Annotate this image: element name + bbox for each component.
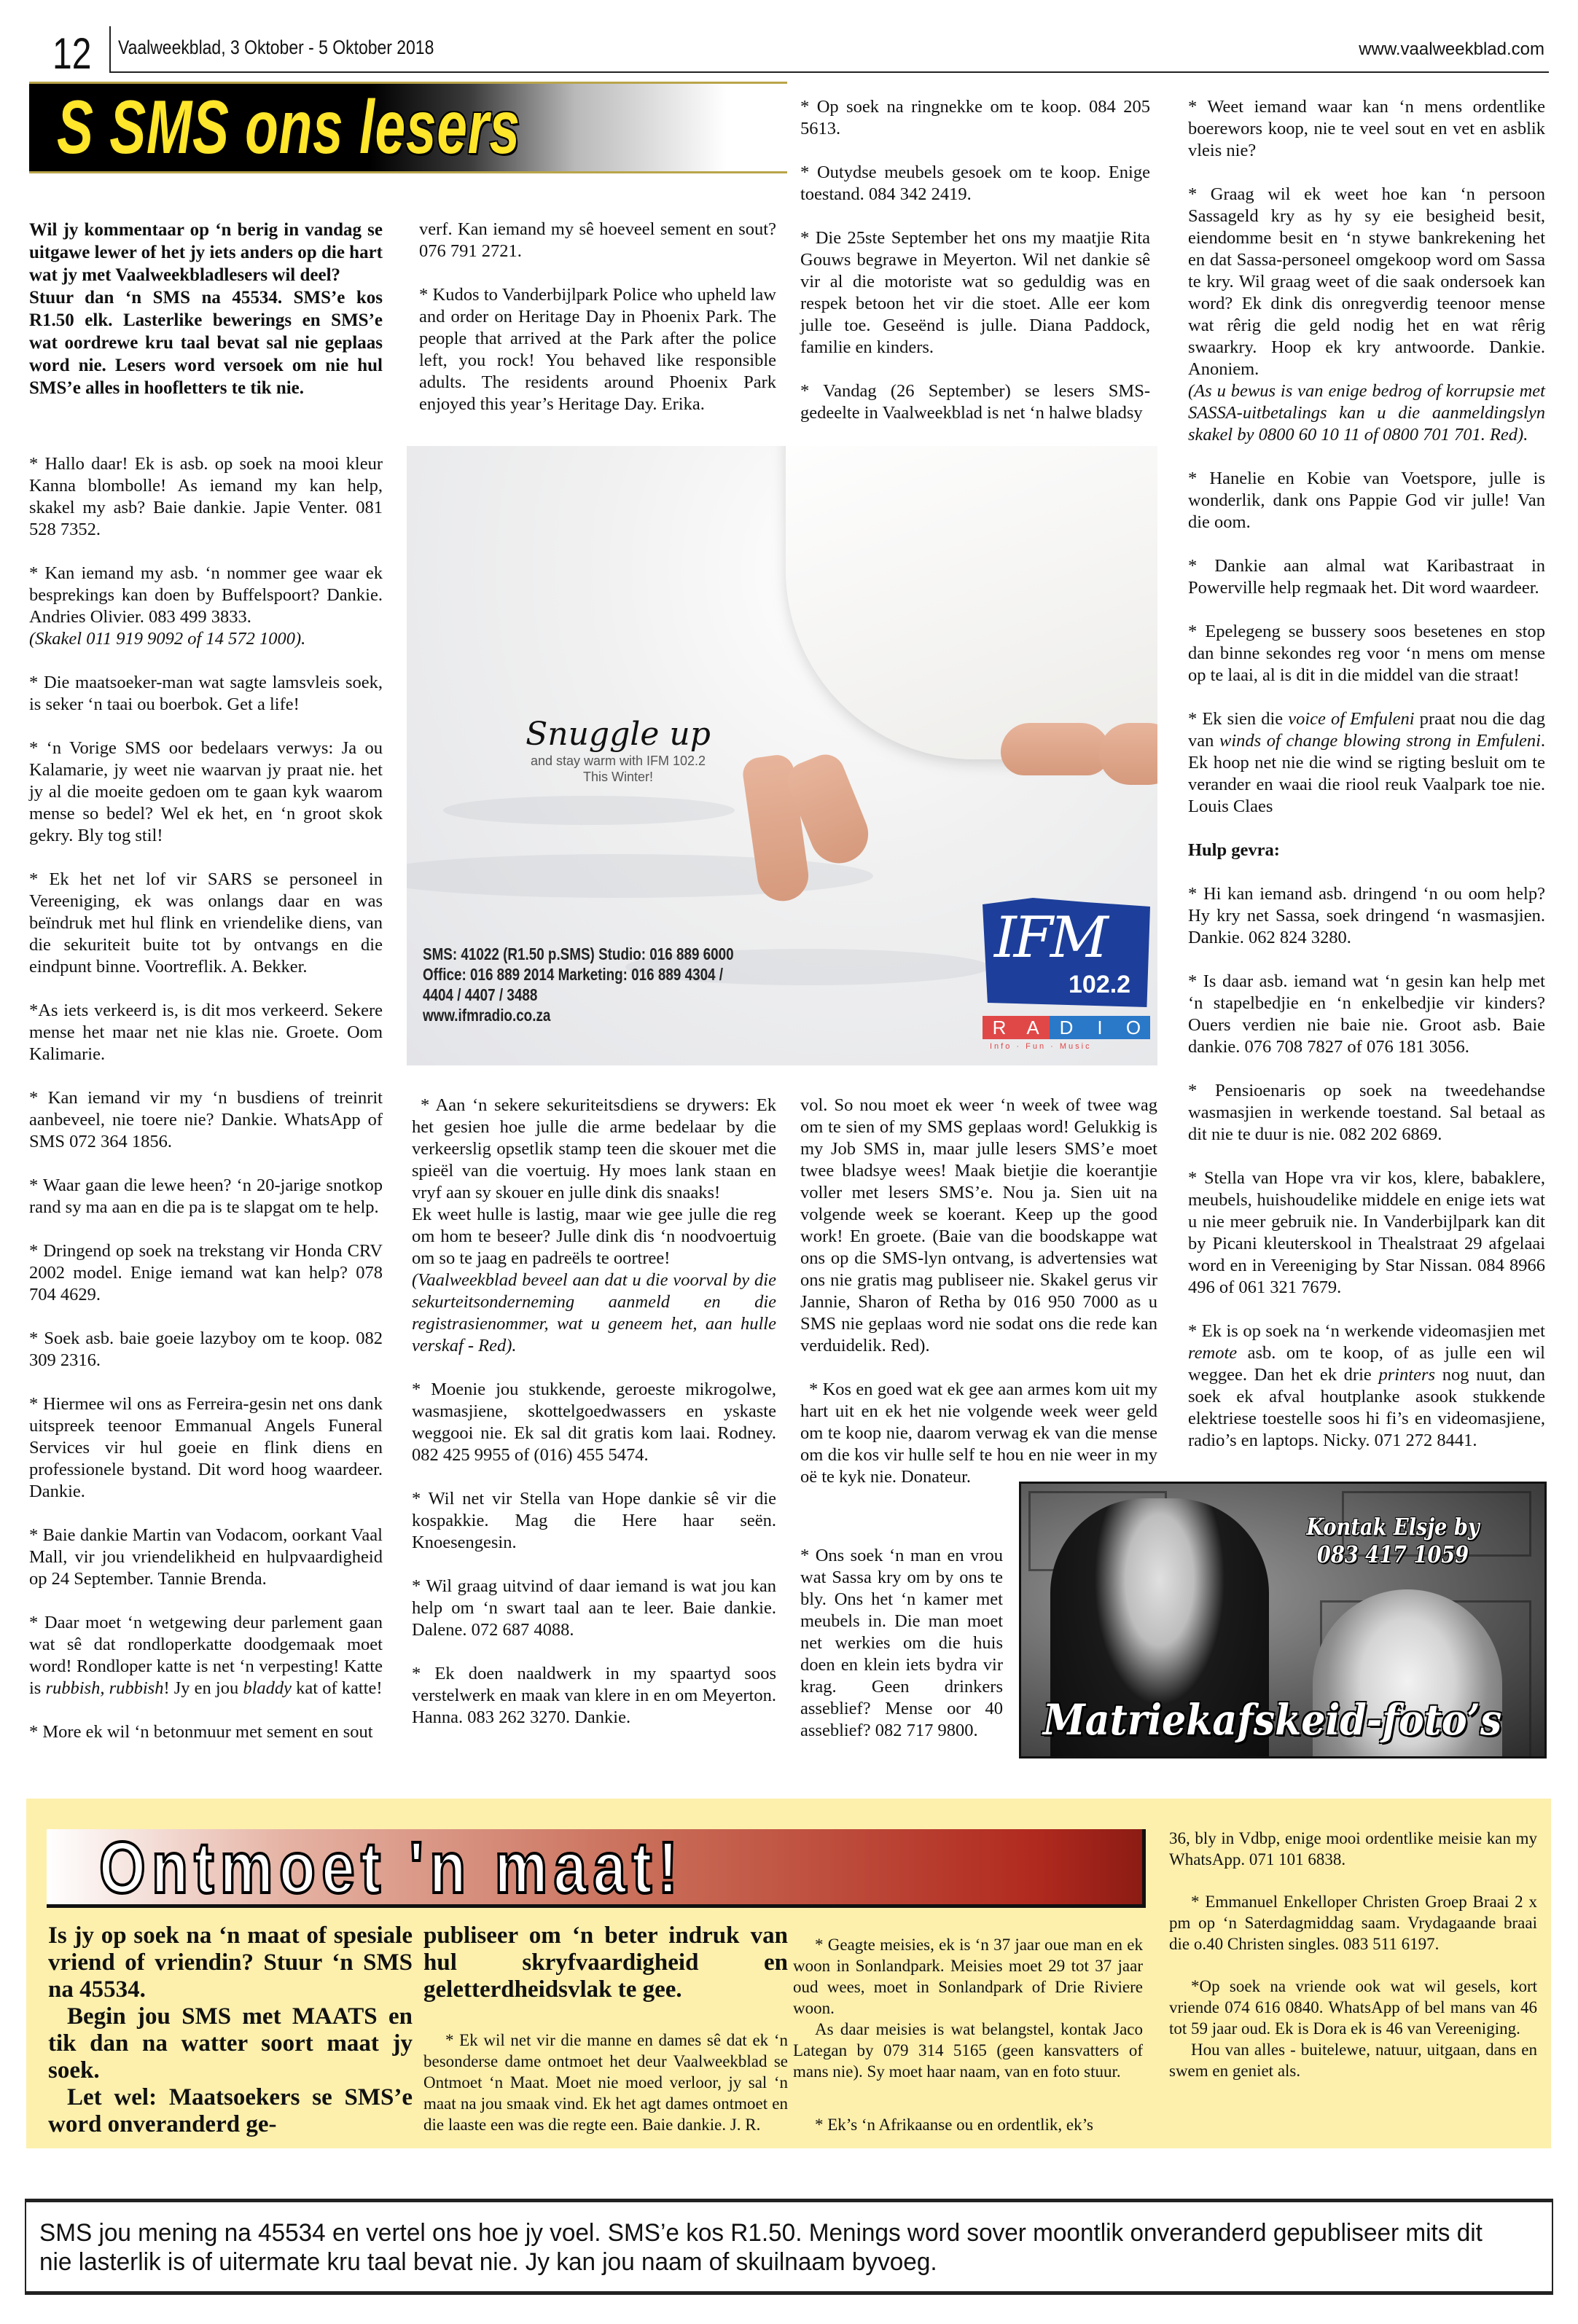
editor-note: (Vaalweekblad beveel aan dat u die voorval by die sekurteitsonderneming aanmeld en die registrasienommer, wat u geneem het, aan hulle verskaf - Red). xyxy=(412,1270,776,1355)
sms-item: verf. Kan iemand my sê hoeveel sement en sout? 076 791 2721. xyxy=(419,219,776,261)
matric-farewell-photo-advertisement[interactable] xyxy=(1019,1482,1547,1758)
sms-column-2-top xyxy=(419,219,776,437)
sms-item-continued: vol. So nou moet ek weer ‘n week of twee wag om te sien of my SMS geplaas word! Gelukkig is my Job SMS in, maar julle lesers SMS’e moet twee bladsye wees! Maak bietjie die koerantjie voller met lesers SMS’e. Nou ja. Sien uit na volgende week se koerant. Keep up the good work! En groete. (Baie van die boodskappe wat ons op die SMS-lyn ontvang, is advertensies wat ons nie gratis mag publiseer nie. Skakel gerus vir Jannie, Sharon of Retha by 016 950 7000 as u SMS nie geplaas word nie sodat ons die rede kan verduidelik. Red). xyxy=(800,1095,1157,1355)
sms-item: * Kudos to Vanderbijlpark Police who upheld law and order on Heritage Day in Phoenix Park. The people that arrived at the Park after the police left, you rock! You behaved like responsible adults. The residents around Phoenix Park enjoyed this year’s Heritage Day. Erika. xyxy=(419,285,776,414)
sms-item: * Outydse meubels gesoek om te koop. Enige toestand. 084 342 2419. xyxy=(800,163,1150,204)
logo-letter: O xyxy=(1117,1016,1150,1039)
sms-item: * Ons soek ‘n man en vrou wat Sassa kry om by ons te bly. Ons het ‘n kamer met meubels in. Die man moet net werkies om die huis doen en klein iets bydra vir krag. Geen drinkers asseblief? Mense oor 40 asseblief? 082 717 9800. xyxy=(800,1546,1003,1740)
text-run: * Daar moet ‘n wetgewing deur parlement gaan wat sê dat rondloperkatte doodgemaak moet word! Rondloper katte is net ‘n verpesting! Katte is xyxy=(29,1613,383,1698)
contact-line: 4404 / 4407 / 3488 xyxy=(423,985,538,1004)
sms-item: * Op soek na ringnekke om te koop. 084 205 5613. xyxy=(800,97,1150,138)
sms-item: * Moenie jou stukkende, geroeste mikrogolwe, wasmasjiene, skottelgoedwassers en yskaste weggooi nie. Ek sal dit gratis kom laai. Rodney. 082 425 9955 of (016) 455 5474. xyxy=(412,1380,776,1465)
sms-item-continued: Ek weet hulle is lastig, maar wie gee julle die reg om hom te beseer? Julle dink dis ‘n noodvoertuig om so te jaag en padreëls te oortree! xyxy=(412,1205,776,1268)
sms-item: * Die 25ste September het ons my maatjie Rita Gouws begrawe in Meyerton. Wil net dankie sê vir al die motoriste wat so geduldig was en respek betoon het vir die stoet. Alle eer kom julle toe. Geseënd is julle. Diana Paddock, familie en kinders. xyxy=(800,228,1150,357)
sms-item: * Baie dankie Martin van Vodacom, oorkant Vaal Mall, vir jou vriendelikheid en hulpvaardigheid op 24 September. Tannie Brenda. xyxy=(29,1525,383,1589)
publication-date: Vaalweekblad, 3 Oktober - 5 Oktober 2018 xyxy=(118,36,434,58)
ad-subline: This Winter! xyxy=(582,770,653,784)
intro-paragraph: Let wel: Maatsoekers se SMS’e word onveranderd ge- xyxy=(48,2084,413,2137)
sms-item-video xyxy=(1188,1321,1545,1452)
intro-paragraph: Begin jou SMS met MAATS en tik dan na watter soort maat jy soek. xyxy=(48,2003,413,2084)
ontmoet-n-maat-section xyxy=(26,1799,1551,2148)
foot-image xyxy=(1099,723,1157,785)
contact-phone: 083 417 1059 xyxy=(1316,1541,1469,1568)
text-run: ! Jy en jou xyxy=(163,1678,243,1698)
maat-item-continued: Hou van alles - buitelewe, natuur, uitgaan, dans en swem en geniet als. xyxy=(1169,2041,1537,2080)
text-run-italic: remote xyxy=(1188,1343,1238,1363)
text-run: . Ek hoop net nie die wind se rigting besluit om te verander en waai die riool reuk Vaalpark toe nie. Louis Claes xyxy=(1188,731,1546,816)
sms-item: * Waar gaan die lewe heen? ‘n 20-jarige snotkop rand sy ma aan en die pa is te slapgat om te help. xyxy=(29,1175,383,1217)
help-requested-heading: Hulp gevra: xyxy=(1188,840,1280,860)
sms-item: * Kos en goed wat ek gee aan armes kom uit my hart uit en ek het nie volgende week weer geld om te koop nie, daarom verwag ek van die mense om die kos vir hulle self te hou en nie weer in my oë te kyk nie. Donateur. xyxy=(800,1380,1157,1487)
logo-letters: IFM xyxy=(994,905,1106,971)
text-run: kat of katte! xyxy=(292,1678,383,1698)
sms-item: * Hiermee wil ons as Ferreira-gesin net ons dank uitspreek teenoor Emmanual Angels Funeral Services vir hul goeie en flink diens en professionele bystand. Dit word hoog waardeer. Dankie. xyxy=(29,1394,383,1501)
sms-item: * Wil graag uitvind of daar iemand is wat jou kan help om ‘n swart taal aan te leer. Baie dankie. Dalene. 072 687 4088. xyxy=(412,1576,776,1640)
sms-item-emfuleni xyxy=(1188,708,1545,818)
sms-section-title: S SMS ons lesers xyxy=(57,85,520,170)
sms-item: * Hi kan iemand asb. dringend ‘n ou oom help? Hy kry net Sassa, soek dringend ‘n wasmasjien. Dankie. 062 824 3280. xyxy=(1188,884,1545,947)
sms-item: * Weet iemand waar kan ‘n mens ordentlike boerewors koop, nie te veel sout en vet en asblik vleis nie? xyxy=(1188,97,1545,160)
logo-letter: A xyxy=(1016,1016,1050,1039)
ontmoet-title: Ontmoet 'n maat! xyxy=(99,1827,684,1909)
ad-contact-details xyxy=(423,944,734,1025)
sms-column-1-items xyxy=(29,453,383,1765)
text-run-italic: bladdy xyxy=(243,1678,292,1698)
website-link[interactable]: www.vaalweekblad.com xyxy=(1359,39,1544,59)
sms-notice-text: SMS jou mening na 45534 en vertel ons hoe jy voel. SMS’e kos R1.50. Menings word sover moontlik onveranderd gepubliseer mits dit nie lasterlik is of uitermate kru taal bevat nie. Jy kan jou naam of skuilnaam byvoeg. xyxy=(39,2219,1483,2276)
logo-letter: I xyxy=(1083,1016,1117,1039)
maat-item: * Geagte meisies, ek is ‘n 37 jaar oue man en ek woon in Sonlandpark. Meisies moet 29 tot 37 jaar oud wees, moet in Sonlandpark of Drie Riviere woon. xyxy=(793,1936,1143,2017)
sms-intro-question: Wil jy kommentaar op ‘n berig in vandag se uitgawe lewer of het jy iets anders op die hart wat jy met Vaalweekbladlesers wil deel? xyxy=(29,220,383,285)
ontmoet-banner xyxy=(47,1829,1146,1908)
maat-item: * Emmanuel Enkelloper Christen Groep Braai 2 x pm op ‘n Saterdagmiddag saam. Vrydagaande braai die o.40 Christen singles. 083 511 6197. xyxy=(1169,1893,1537,1953)
maat-item: * Ek’s ‘n Afrikaanse ou en ordentlik, ek’s xyxy=(815,2116,1093,2134)
text-run-italic: rubbish, rubbish xyxy=(45,1678,164,1698)
sms-item: * Dringend op soek na trekstang vir Honda CRV 2002 model. Enige iemand wat kan help? 078 704 4629. xyxy=(29,1241,383,1304)
logo-tagline: Info · Fun · Music xyxy=(990,1042,1092,1051)
sms-column-4 xyxy=(1188,96,1545,1474)
maat-item-continued: 36, bly in Vdbp, enige mooi ordentlike meisie kan my WhatsApp. 071 101 6838. xyxy=(1169,1829,1537,1869)
text-run: nog nuut, dan soek ek afval houtplanke asook stukkende elektriese toestelle soos hi fi’s en videomasjiene, radio’s en laptops. Nicky. 071 272 8441. xyxy=(1188,1365,1546,1450)
sms-item-cats xyxy=(29,1612,383,1699)
duvet-image xyxy=(786,446,1157,759)
ontmoet-column-4 xyxy=(1169,1828,1537,2081)
ontmoet-column-3 xyxy=(793,1934,1143,2135)
text-run: asb. om te koop, of as julle een wil weggee. Dan het ek drie xyxy=(1188,1343,1545,1385)
sms-item: * Kan iemand vir my ‘n busdiens of treinrit aanbeveel, nie toere nie? Dankie. WhatsApp of SMS 072 364 1856. xyxy=(29,1088,383,1151)
logo-frequency: 102.2 xyxy=(1069,971,1131,998)
ad-headline-block xyxy=(509,716,727,785)
editor-note: (Skakel 011 919 9092 of 14 572 1000). xyxy=(29,629,306,649)
sms-item: * More ek wil ‘n betonmuur met sement en sout xyxy=(29,1722,373,1742)
text-run-italic: printers xyxy=(1378,1365,1436,1385)
sms-item: * Aan ‘n sekere sekuriteitsdiens se drywers: Ek het gesien hoe julle die arme bedelaar by die verkeerslig opsetlik stamp teen die skouer met die spieël van die voertuig. Hy moes lank staan en vryf aan sy skouer en julle dink dis snaaks! xyxy=(412,1095,776,1202)
sms-column-2-bottom xyxy=(412,1095,776,1750)
masthead-divider xyxy=(109,26,111,73)
ontmoet-column-2 xyxy=(423,1922,788,2135)
sms-item: * Is daar asb. iemand wat ‘n gesin kan help met ‘n stapelbedjie en ‘n enkelbedjie vir kinders? Ouers verdien nie baie nie. Groot asb. Baie dankie. 076 708 7827 of 076 181 3056. xyxy=(1188,971,1545,1057)
intro-paragraph: Is jy op soek na ‘n maat of spesiale vriend of vriendin? Stuur ‘n SMS na 45534. xyxy=(48,1922,413,2003)
sms-item: * Soek asb. baie goeie lazyboy om te koop. 082 309 2316. xyxy=(29,1329,383,1370)
maat-item: * Ek wil net vir die manne en dames sê dat ek ‘n besonderse dame ontmoet het deur Vaalweekblad se Ontmoet ‘n Maat. Moet nie moed verloor, jy sal ‘n maat na jou smaak vind. Ek het agt dames ontmoet en die laaste een was die regte een. Baie dankie. J. R. xyxy=(423,2031,788,2134)
ad-subline: and stay warm with IFM 102.2 xyxy=(530,754,706,768)
sms-column-3-bottom xyxy=(800,1095,1157,1510)
sms-column-3-top xyxy=(800,96,1150,446)
foot-image xyxy=(1001,723,1110,775)
ad-headline: Snuggle up xyxy=(526,716,711,753)
logo-letter: R xyxy=(983,1016,1016,1039)
sms-item: * Hallo daar! Ek is asb. op soek na mooi kleur Kanna blombolle! As iemand my kan help, skakel my asb? Baie dankie. Japie Venter. 081 528 7352. xyxy=(29,454,383,539)
sms-item: *As iets verkeerd is, is dit mos verkeerd. Sekere mense het maar net nie klas nie. Groete. Oom Kalimarie. xyxy=(29,1001,383,1064)
logo-letter: D xyxy=(1050,1016,1083,1039)
sms-item: * Ek doen naaldwerk in my spaartyd soos verstelwerk en maak van klere in en om Meyerton. Hanna. 083 262 3270. Dankie. xyxy=(412,1664,776,1727)
sms-item: * Hanelie en Kobie van Voetspore, julle is wonderlik, dank ons Pappie God vir julle! Van die oom. xyxy=(1188,469,1545,532)
sms-item: * Stella van Hope vra vir kos, klere, babaklere, meubels, huishoudelike middele en enige iets wat u nie meer gebruik nie. In Vanderbijlpark kan dit by Picani kleuterskool in Thealstraat 29 afgelaai word en in Vereeniging by Star Nissan. 084 8966 496 of 061 321 7679. xyxy=(1188,1168,1545,1297)
sheet-fold xyxy=(443,796,735,825)
sms-item: * ‘n Vorige SMS oor bedelaars verwys: Ja ou Kalamarie, jy weet nie waarvan jy praat nie. het jy al die moeite gedoen om te gaan kyk waarom mense so bedel? Wel ek het, en ‘n groot skok gekry. Bly tog stil! xyxy=(29,738,383,845)
text-run: * Ek is op soek na ‘n werkende videomasjien met xyxy=(1188,1321,1545,1341)
sms-notice-box xyxy=(25,2199,1553,2295)
sms-item: * Kan iemand my asb. ‘n nommer gee waar ek besprekings kan doen by Buffelspoort? Dankie. Andries Olivier. 083 499 3833. xyxy=(29,563,383,627)
sms-item: * Wil net vir Stella van Hope dankie sê vir die kospakkie. Mag die Here haar seën. Knoesengesin. xyxy=(412,1489,776,1552)
sms-item: * Vandag (26 September) se lesers SMS-gedeelte in Vaalweekblad is net ‘n halwe bladsy xyxy=(800,381,1150,423)
editor-note: (As u bewus is van enige bedrog of korrupsie met SASSA-uitbetalings kan u die aanmeldingslyn skakel by 0800 60 10 11 of 0800 701 701. Red). xyxy=(1188,381,1545,445)
ontmoet-intro xyxy=(48,1922,413,2138)
sms-intro-instructions: Stuur dan ‘n SMS na 45534. SMS’e kos R1.50 elk. Lasterlike bewerings en SMS’e wat oordrewe kru taal bevat sal nie geplaas word nie. Lesers word versoek om nie hul SMS’e alles in hoofletters te tik nie. xyxy=(29,288,383,398)
sms-intro xyxy=(29,219,383,399)
text-run-italic: voice of Emfuleni xyxy=(1288,709,1415,729)
sms-column-1 xyxy=(29,219,383,399)
contact-line: Kontak Elsje by xyxy=(1306,1513,1480,1541)
contact-line: SMS: 41022 (R1.50 p.SMS) Studio: 016 889 6000 xyxy=(423,944,734,963)
logo-radio-word xyxy=(983,1016,1150,1039)
sms-item: * Dankie aan almal wat Karibastraat in Powerville help regmaak het. Dit word waardeer. xyxy=(1188,556,1545,598)
text-run-italic: winds of change blowing strong in Emfuleni xyxy=(1219,731,1541,751)
ad-contact xyxy=(1294,1513,1492,1568)
sms-column-3-narrow xyxy=(800,1545,1003,1764)
text-run: praat nou die dag van xyxy=(1188,709,1545,751)
sms-item: * Die maatsoeker-man wat sagte lamsvleis soek, is seker ‘n taai ou boerbok. Get a life! xyxy=(29,673,383,714)
ad-title: Matriekafskeid-foto’s xyxy=(1043,1695,1502,1745)
contact-line: Office: 016 889 2014 Marketing: 016 889 4304 / xyxy=(423,965,724,984)
masthead-rule xyxy=(109,71,1549,73)
maat-item-continued: As daar meisies is wat belangstel, kontak Jaco Lategan by 079 314 5165 (geen kansvatters of mans nie). Sy moet haar naam, van en foto stuur. xyxy=(793,2020,1143,2081)
sms-item: * Ek het net lof vir SARS se personeel in Vereeniging, ek was onlangs daar en was beïndruk met hul flink en vriendelike diens, van die sekuriteit buite tot by ontvangs en die eindpunt binne. Voortreflik. A. Bekker. xyxy=(29,869,383,977)
maat-item: *Op soek na vriende ook wat wil gesels, kort vriende 074 616 0840. WhatsApp of bel mans van 46 tot 59 jaar oud. Ek is Dora ek is 46 van Vereeniging. xyxy=(1169,1977,1537,2038)
ifm-logo xyxy=(983,898,1150,1058)
ad-website-link[interactable]: www.ifmradio.co.za xyxy=(423,1006,551,1025)
sms-item: * Epelegeng se bussery soos besetenes en stop dan binne sekondes reg voor ‘n mens om mense op te laai, al is dit in die middel van die straat! xyxy=(1188,622,1545,685)
sms-item: * Graag wil ek weet hoe kan ‘n persoon Sassageld kry as hy sy eie besigheid besit, eiendomme besit en ‘n stywe bankrekening het en dat Sassa-personeel omgekoop word om Sassa te kry. Wil graag weet of die saak ondersoek kan word? Ek dink dis onregverdig teenoor mense wat rêrig die geld nodig het en wat rêrig swaarkry. Hoop ek kry antwoorde. Dankie. Anoniem. xyxy=(1188,184,1545,379)
intro-continued: publiseer om ‘n beter indruk van hul skryfvaardigheid en geletterdheidsvlak te gee. xyxy=(423,1922,788,2003)
ifm-radio-advertisement[interactable] xyxy=(407,446,1157,1065)
page-number: 12 xyxy=(52,29,92,78)
masthead xyxy=(36,26,1549,78)
sms-item: * Pensioenaris op soek na tweedehandse wasmasjien in werkende toestand. Sal betaal as dit nie te duur is nie. 082 202 6869. xyxy=(1188,1081,1545,1144)
text-run: * Ek sien die xyxy=(1188,709,1289,729)
sms-section-banner xyxy=(29,82,787,173)
